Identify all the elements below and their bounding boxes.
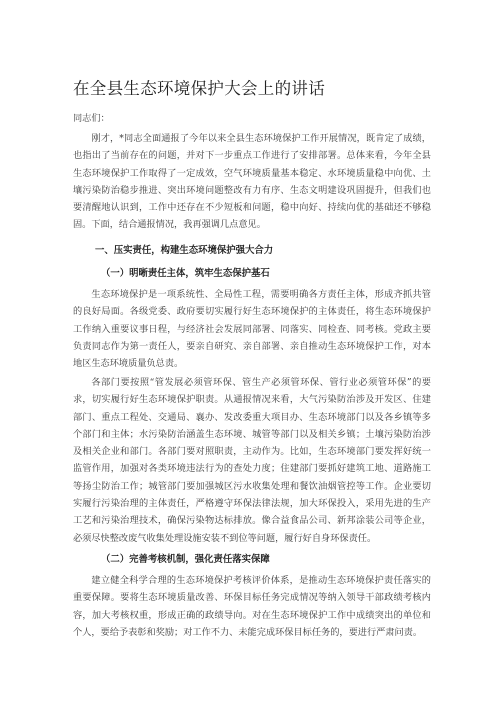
paragraph-1-2: 各部门要按照“管发展必须管环保、管生产必须管环保、管行业必须管环保”的要求，切实履行好生态环境保护职责。从通报情况来看，大气污染防治涉及开发区、住建部门、重点工程处、交通局、襄办、发改委重大项目办、生态环境部门以及各乡镇等多个部门和主体；水污染防治涵盖生态环境、城管等部门以及相关乡镇；土壤污染防治涉及相关企业和部门。各部门要对照职责，主动作为。比如，生态环境部门要发挥好统一监管作用，加强对各类环境违法行为的查处力度；住建部门要抓好建筑工地、道路施工等扬尘防治工作；城管部门要加强城区污水收集处理和餐饮油烟管控等工作。企业要切实履行污染治理的主体责任，严格遵守环保法律法规，加大环保投入，采用先进的生产工艺和污染治理技术，确保污染物达标排放。像合益食品公司、新邦涂装公司等企业，必须尽快整改废气收集处理设施安装不到位等问题，履行好自身环保责任。 [73, 377, 431, 544]
paragraph-1-1: 生态环境保护是一项系统性、全局性工程，需要明确各方责任主体，形成齐抓共管的良好局面。各级党委、政府要切实履行好生态环境保护的主体责任，将生态环境保护工作纳入重要议事日程，与经济社会发展同部署、同落实、同检查、同考核。党政主要负责同志作为第一责任人，要亲自研究、亲自部署、亲自推动生态环境保护工作，对本地区生态环境质量负总责。 [73, 289, 431, 370]
salutation: 同志们： [73, 113, 110, 124]
document-title: 在全县生态环境保护大会上的讲话 [73, 79, 325, 98]
section-heading-1: 一、压实责任，构建生态环境保护强大合力 [95, 245, 274, 256]
subsection-heading-2: （二）完善考核机制，强化责任落实保障 [101, 554, 270, 565]
subsection-heading-1: （一）明晰责任主体，筑牢生态保护基石 [101, 268, 270, 279]
paragraph-2-1: 建立健全科学合理的生态环境保护考核评价体系，是推动生态环境保护责任落实的重要保障。要将生态环境质量改善、环保目标任务完成情况等纳入领导干部政绩考核内容，加大考核权重，形成正确的政绩导向。对在生态环境保护工作中成绩突出的单位和个人，要给予表彰和奖励；对工作不力、未能完成环保目标任务的，要进行严肃问责。 [73, 575, 431, 638]
intro-paragraph: 刚才，*同志全面通报了今年以来全县生态环境保护工作开展情况，既肯定了成绩，也指出了当前存在的问题，并对下一步重点工作进行了安排部署。总体来看，今年全县生态环境保护工作取得了一定成效，空气环境质量基本稳定、水环境质量稳中向优、土壤污染防治稳步推进、突出环境问题整改有力有序、生态文明建设巩固提升，但我们也要清醒地认识到，工作中还存在不少短板和问题，稳中向好、持续向优的基础还不够稳固。下面，结合通报情况，我再强调几点意见。 [73, 133, 431, 231]
